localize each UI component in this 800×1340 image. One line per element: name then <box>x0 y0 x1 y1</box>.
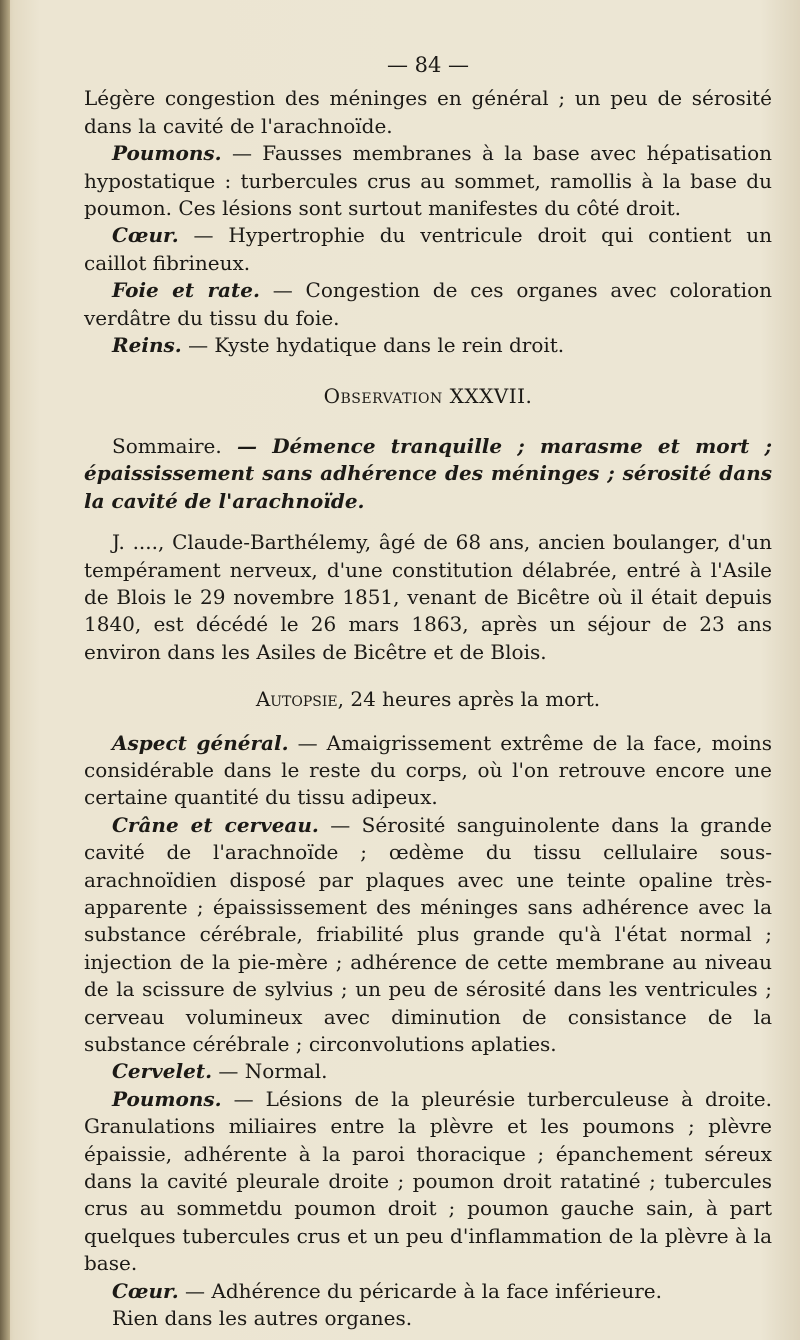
page-text <box>84 52 772 1332</box>
paragraph-summary <box>84 433 772 515</box>
label-coeur-2: Cœur. <box>112 1278 179 1303</box>
label-coeur: Cœur. <box>112 223 179 248</box>
paragraph-crane <box>84 812 772 1059</box>
paragraph-final: Rien dans les autres organes. <box>112 1306 413 1331</box>
paragraph-coeur <box>84 222 772 277</box>
label-foie: Foie et rate. <box>112 278 260 303</box>
label-poumons-2: Poumons. <box>112 1086 222 1111</box>
text-cervelet: — Normal. <box>212 1059 328 1084</box>
text-poumons: — Fausses membranes à la base avec hépatisation hypostatique : turbercules crus au sommet, ramollis à la base du poumon. Ces lésions sont surtout manifestes du côté droit. <box>84 141 772 221</box>
paragraph-coeur-2 <box>84 1278 772 1305</box>
text-poumons-2: — Lésions de la pleurésie turberculeuse à droite. Granulations miliaires entre la plèvre et les poumons ; plèvre épaissie, adhérente à la paroi thoracique ; épanchement séreux dans la cavité pleurale droite ; poumon droit ratatiné ; tubercules crus au sommetdu poumon droit ; poumon gauche sain, à part quelques tubercules crus et un peu d'inflammation de la plèvre à la base. <box>84 1086 772 1276</box>
paragraph-reins <box>84 332 772 359</box>
text-coeur: — Hypertrophie du ventricule droit qui contient un caillot fibrineux. <box>84 223 772 275</box>
text-reins: — Kyste hydatique dans le rein droit. <box>181 333 565 358</box>
label-poumons: Poumons. <box>112 141 222 166</box>
paragraph-meninges: Légère congestion des méninges en général ; un peu de sérosité dans la cavité de l'arachnoïde. <box>84 86 772 138</box>
label-crane: Crâne et cerveau. <box>112 812 319 837</box>
paragraph-poumons-2 <box>84 1086 772 1278</box>
label-reins: Reins. <box>112 333 182 358</box>
text-foie: — Congestion de ces organes avec coloration verdâtre du tissu du foie. <box>84 278 773 330</box>
text-coeur-2: — Adhérence du péricarde à la face inférieure. <box>178 1278 662 1303</box>
label-cervelet: Cervelet. <box>112 1059 213 1084</box>
page-number: — 84 — <box>386 53 470 77</box>
autopsy-line <box>84 686 772 713</box>
label-summary: Sommaire. <box>112 433 222 458</box>
observation-title: Observation XXXVII. <box>323 384 533 409</box>
text-autopsy: , 24 heures après la mort. <box>337 687 601 712</box>
paragraph-cervelet <box>84 1058 772 1085</box>
paragraph-aspect <box>84 730 772 812</box>
text-aspect: — Amaigrissement extrême de la face, moins considérable dans le reste du corps, où l'on retrouve encore une certaine quantité du tissu adipeux. <box>84 730 772 810</box>
book-spine <box>0 0 10 1340</box>
label-autopsy: Autopsie <box>255 687 338 712</box>
label-aspect: Aspect général. <box>112 730 289 755</box>
text-summary: — Démence tranquille ; marasme et mort ; épaississement sans adhérence des méninges ; sérosité dans la cavité de l'arachnoïde. <box>84 433 772 513</box>
paragraph-foie <box>84 277 772 332</box>
paragraph-case: J. ...., Claude-Barthélemy, âgé de 68 ans, ancien boulanger, d'un tempérament nerveux, d'une constitution délabrée, entré à l'Asile de Blois le 29 novembre 1851, venant de Bicêtre où il était depuis 1840, est décédé le 26 mars 1863, après un séjour de 23 ans environ dans les Asiles de Bicêtre et de Blois. <box>84 530 772 664</box>
text-crane: — Sérosité sanguinolente dans la grande cavité de l'arachnoïde ; œdème du tissu cellulaire sous-arachnoïdien disposé par plaques avec une teinte opaline très-apparente ; épaississement des méninges sans adhérence avec la substance cérébrale, friabilité plus grande qu'à l'état normal ; injection de la pie-mère ; adhérence de cette membrane au niveau de la scissure de sylvius ; un peu de sérosité dans les ventricules ; cerveau volumineux avec diminution de consistance de la substance cérébrale ; circonvolutions aplaties. <box>84 812 772 1056</box>
paragraph-poumons <box>84 140 772 222</box>
